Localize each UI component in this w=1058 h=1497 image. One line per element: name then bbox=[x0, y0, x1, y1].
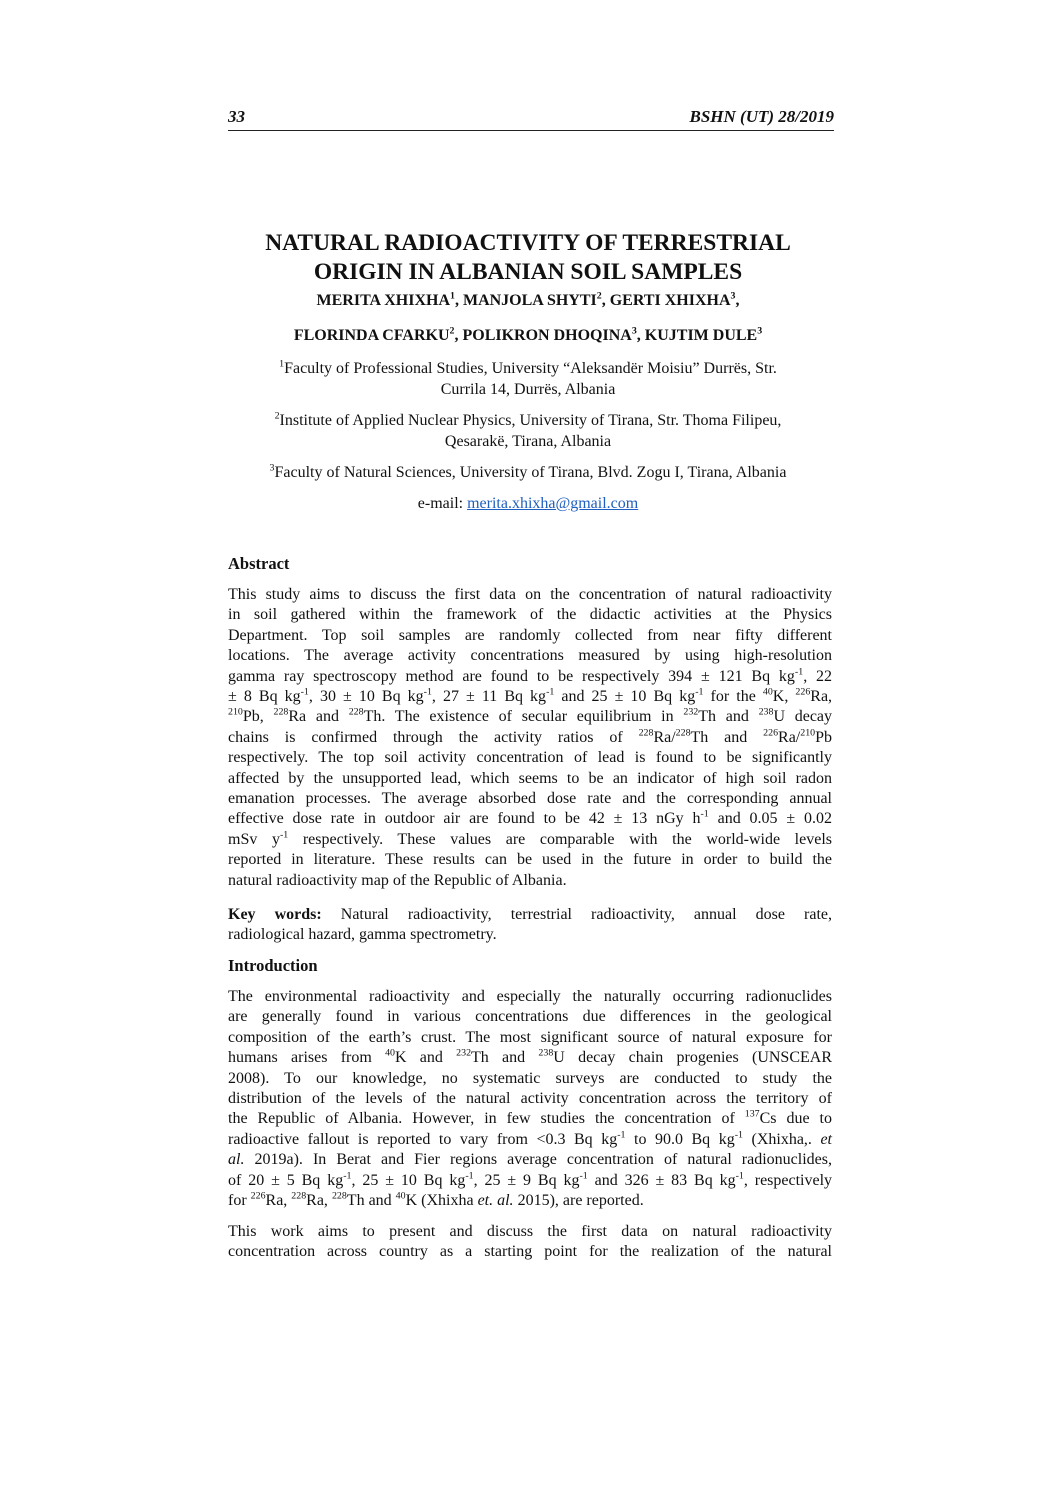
text-line: emanation processes. The average absorbed dose rate and the corresponding annual bbox=[228, 790, 832, 808]
author-affil-marker: 3 bbox=[757, 325, 763, 337]
text-line bbox=[228, 1109, 832, 1129]
text-line: This study aims to discuss the first data on the concentration of natural radioactivity bbox=[228, 586, 832, 603]
text-line: affected by the unsupported lead, which seems to be an indicator of high soil radon bbox=[228, 769, 832, 787]
text-run: humans arises from bbox=[228, 1049, 386, 1067]
text-line bbox=[228, 1048, 832, 1068]
superscript: 228 bbox=[638, 727, 654, 739]
page-number: 33 bbox=[228, 107, 245, 126]
text-run: Cs due to bbox=[759, 1110, 832, 1128]
journal-name: BSHN (UT) 28/2019 bbox=[689, 107, 834, 126]
text-run: K, bbox=[772, 688, 796, 706]
superscript: 228 bbox=[273, 707, 289, 719]
superscript: -1 bbox=[617, 1129, 626, 1141]
affiliation-1 bbox=[228, 358, 828, 400]
text-run: , 27 ± 11 Bq kg bbox=[431, 688, 547, 706]
superscript: 228 bbox=[675, 727, 691, 739]
text-run: radioactive fallout is reported to vary from <0.3 Bq kg bbox=[228, 1130, 618, 1148]
author-name: FLORINDA CFARKU bbox=[293, 327, 450, 344]
superscript: 210 bbox=[800, 727, 816, 739]
italic-run: al. bbox=[228, 1151, 245, 1169]
affiliation-2 bbox=[228, 410, 828, 452]
text-run: Ra and bbox=[288, 708, 349, 726]
introduction-paragraph-1 bbox=[228, 987, 832, 1211]
affiliation-3 bbox=[228, 462, 828, 483]
text-run: U decay bbox=[773, 708, 833, 726]
text-run: gamma ray spectroscopy method are found to be respectively 394 ± 121 Bq kg bbox=[228, 667, 795, 685]
abstract-heading: Abstract bbox=[228, 554, 290, 573]
affiliation-marker: 3 bbox=[269, 462, 275, 474]
text-line: The environmental radioactivity and especially the naturally occurring radionuclides bbox=[228, 988, 832, 1005]
text-run: , 25 ± 10 Bq kg bbox=[351, 1171, 466, 1189]
author-name: GERTI XHIXHA bbox=[609, 292, 731, 309]
affiliation-text: Faculty of Natural Sciences, University of Tirana, Blvd. Zogu I, Tirana, Albania bbox=[274, 464, 787, 481]
text-run: Ra, bbox=[265, 1192, 292, 1210]
superscript: 137 bbox=[744, 1109, 760, 1121]
text-line: radiological hazard, gamma spectrometry. bbox=[228, 926, 497, 944]
superscript: 228 bbox=[291, 1190, 307, 1202]
author-list: FLORINDA CFARKU$^2$, POLIKRON DHOQINA$^3$, KUJTIM DULE$^3$ bbox=[293, 325, 763, 344]
superscript: -1 bbox=[465, 1170, 474, 1182]
affiliation-marker: 1 bbox=[279, 358, 285, 370]
text-line: This work aims to present and discuss the first data on natural radioactivity bbox=[228, 1223, 832, 1240]
text-run: Th. The existence of secular equilibrium in bbox=[363, 708, 684, 726]
superscript: 40 bbox=[395, 1190, 406, 1202]
author-name: KUJTIM DULE bbox=[644, 327, 758, 344]
text-line: 2008). To our knowledge, no systematic surveys are conducted to study the bbox=[228, 1069, 832, 1087]
text-line: natural radioactivity map of the Republic of Albania. bbox=[228, 871, 567, 889]
email-line bbox=[228, 493, 828, 514]
superscript: -1 bbox=[546, 686, 555, 698]
text-line: in soil gathered within the framework of the didactic activities at the Physics bbox=[228, 606, 832, 624]
superscript: 226 bbox=[250, 1190, 266, 1202]
text-line bbox=[228, 1130, 832, 1150]
text-run: U decay chain progenies (UNSCEAR bbox=[553, 1049, 833, 1067]
text-run: of 20 ± 5 Bq kg bbox=[228, 1171, 344, 1189]
author-affil-marker: 1 bbox=[450, 290, 455, 302]
superscript: -1 bbox=[695, 686, 704, 698]
text-line: reported in literature. These results can be used in the future in order to build the bbox=[228, 851, 832, 869]
email-link[interactable]: merita.xhixha@gmail.com bbox=[467, 495, 639, 512]
author-affil-marker: 3 bbox=[730, 290, 736, 302]
text-line bbox=[228, 687, 832, 707]
affiliation-marker: 2 bbox=[274, 410, 280, 422]
superscript: -1 bbox=[423, 686, 432, 698]
text-run: the Republic of Albania. However, in few studies the concentration of bbox=[228, 1110, 745, 1128]
email-label: e-mail: bbox=[417, 495, 464, 512]
text-run: Ra/ bbox=[653, 728, 676, 746]
superscript: 238 bbox=[538, 1047, 554, 1059]
paper-title bbox=[228, 229, 828, 287]
text-run: Ra/ bbox=[778, 728, 801, 746]
superscript: 228 bbox=[331, 1190, 347, 1202]
text-run: to 90.0 Bq kg bbox=[625, 1130, 735, 1148]
superscript: -1 bbox=[700, 809, 709, 821]
text-run: chains is confirmed through the activity ratios of bbox=[228, 728, 639, 746]
text-run: mSv y bbox=[228, 830, 280, 848]
superscript: 238 bbox=[758, 707, 774, 719]
text-run: , respectively bbox=[743, 1171, 833, 1189]
text-run: K (Xhixha bbox=[405, 1192, 478, 1210]
text-run: K and bbox=[394, 1049, 457, 1067]
text-run: , 30 ± 10 Bq kg bbox=[308, 688, 424, 706]
text-run: Th and bbox=[471, 1049, 539, 1067]
text-run: Natural radioactivity, terrestrial radioactivity, annual dose rate, bbox=[321, 906, 832, 923]
text-run: , 25 ± 9 Bq kg bbox=[473, 1171, 580, 1189]
text-run: 2015), are reported. bbox=[513, 1192, 644, 1210]
superscript: 40 bbox=[762, 686, 773, 698]
text-run: Pb, bbox=[242, 708, 274, 726]
text-run: Th and bbox=[690, 728, 764, 746]
text-line: locations. The average activity concentrations measured by using high-resolution bbox=[228, 647, 832, 665]
author-name: POLIKRON DHOQINA bbox=[462, 327, 632, 344]
author-name: MANJOLA SHYTI bbox=[462, 292, 597, 309]
text-line: distribution of the levels of the natural activity concentration across the territory of bbox=[228, 1090, 832, 1108]
text-run: for the bbox=[703, 688, 763, 706]
keywords-label: Key words: bbox=[228, 906, 322, 923]
superscript: -1 bbox=[794, 666, 804, 678]
text-run: Th and bbox=[698, 708, 759, 726]
text-line: composition of the earth’s crust. The most significant source of natural exposure for bbox=[228, 1028, 832, 1046]
italic-run: et. al. bbox=[477, 1192, 514, 1210]
author-affil-marker: 2 bbox=[449, 325, 455, 337]
text-run: respectively. These values are comparable with the world-wide levels bbox=[288, 830, 833, 848]
text-run: Pb bbox=[815, 728, 833, 746]
text-line bbox=[228, 667, 832, 687]
text-line: respectively. The top soil activity concentration of lead is found to be significantly bbox=[228, 749, 832, 767]
text-run: for bbox=[228, 1192, 251, 1210]
author-affil-marker: 3 bbox=[631, 325, 637, 337]
title-line: ORIGIN IN ALBANIAN SOIL SAMPLES bbox=[313, 259, 743, 285]
running-head bbox=[228, 104, 834, 131]
text-line bbox=[228, 809, 832, 829]
italic-run: et bbox=[820, 1130, 832, 1148]
text-run: Th and bbox=[346, 1192, 396, 1210]
author-affil-marker: 2 bbox=[596, 290, 602, 302]
text-run: 2019a). In Berat and Fier regions average concentration of natural radionuclides, bbox=[244, 1151, 832, 1169]
superscript: -1 bbox=[735, 1170, 744, 1182]
author-list: MERITA XHIXHA$^1$, MANJOLA SHYTI$^2$, GERTI XHIXHA$^3$, bbox=[316, 290, 740, 309]
superscript: 228 bbox=[348, 707, 364, 719]
introduction-paragraph-2 bbox=[228, 1222, 832, 1263]
superscript: -1 bbox=[734, 1129, 743, 1141]
superscript: 226 bbox=[795, 686, 811, 698]
text-line bbox=[228, 1171, 832, 1191]
text-line bbox=[228, 905, 832, 925]
text-line: concentration across country as a starting point for the realization of the natural bbox=[228, 1243, 832, 1261]
superscript: -1 bbox=[343, 1170, 352, 1182]
text-run: and 0.05 ± 0.02 bbox=[708, 810, 832, 828]
text-line bbox=[228, 830, 832, 850]
text-run: ± 8 Bq kg bbox=[228, 688, 301, 706]
superscript: 232 bbox=[683, 707, 699, 719]
text-run: effective dose rate in outdoor air are found to be 42 ± 13 nGy h bbox=[228, 810, 701, 828]
author-name: MERITA XHIXHA bbox=[316, 292, 451, 309]
text-line bbox=[228, 1150, 832, 1170]
affiliation-text: Faculty of Professional Studies, University “Aleksandër Moisiu” Durrës, Str. bbox=[284, 360, 777, 377]
text-run: , 22 bbox=[803, 667, 833, 685]
text-line: Department. Top soil samples are randomly collected from near fifty different bbox=[228, 626, 832, 644]
affiliation-text: Currila 14, Durrës, Albania bbox=[440, 381, 616, 398]
keywords bbox=[228, 905, 832, 946]
text-run: Ra, bbox=[306, 1192, 332, 1210]
text-run: (Xhixha,. bbox=[742, 1130, 821, 1148]
affiliation-text: Qesarakë, Tirana, Albania bbox=[444, 433, 612, 450]
abstract-text bbox=[228, 585, 832, 891]
text-run: Ra, bbox=[810, 688, 833, 706]
affiliation-text: Institute of Applied Nuclear Physics, University of Tirana, Str. Thoma Filipeu, bbox=[279, 412, 782, 429]
introduction-heading: Introduction bbox=[228, 956, 318, 975]
text-run: and 25 ± 10 Bq kg bbox=[554, 688, 696, 706]
title-line: NATURAL RADIOACTIVITY OF TERRESTRIAL bbox=[265, 230, 791, 256]
superscript: -1 bbox=[579, 1170, 588, 1182]
text-line: are generally found in various concentrations due differences in the geological bbox=[228, 1008, 832, 1026]
superscript: 210 bbox=[228, 707, 243, 719]
text-line bbox=[228, 728, 832, 748]
superscript: 40 bbox=[385, 1047, 395, 1059]
superscript: -1 bbox=[300, 686, 309, 698]
superscript: -1 bbox=[279, 829, 289, 841]
text-line bbox=[228, 1191, 832, 1211]
superscript: 232 bbox=[456, 1047, 472, 1059]
text-run: and 326 ± 83 Bq kg bbox=[587, 1171, 736, 1189]
text-line bbox=[228, 707, 832, 727]
superscript: 226 bbox=[763, 727, 779, 739]
